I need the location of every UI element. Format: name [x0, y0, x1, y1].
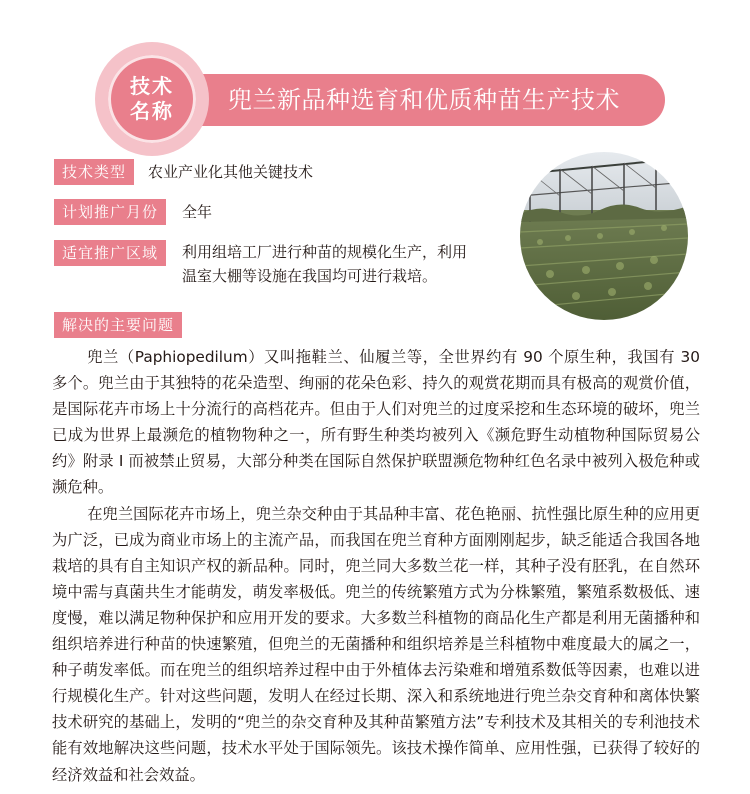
greenhouse-photo: [520, 152, 688, 320]
page-title: 兜兰新品种选育和优质种苗生产技术: [228, 86, 620, 114]
tech-type-label: 技术类型: [54, 159, 134, 185]
promotion-month-label: 计划推广月份: [54, 199, 166, 225]
badge-text-line1: 技术: [130, 74, 174, 98]
promotion-region-label: 适宜推广区域: [54, 240, 166, 266]
promotion-month-value: 全年: [182, 203, 213, 221]
problem-paragraph-1: 兜兰（Paphiopedilum）又叫拖鞋兰、仙履兰等，全世界约有 90 个原生种，我国有 30 多个。兜兰由于其独特的花朵造型、绚丽的花朵色彩、持久的观赏花期而具有极高的观赏价值，是国际花卉市场上十分流行的高档花卉。但由于人们对兜兰的过度采挖和生态环境的破坏，兜兰已成为世界上最濒危的植物物种之一，所有野生种类均被列入《濒危野生动植物种国际贸易公约》附录 I 而被禁止贸易，大部分种类在国际自然保护联盟濒危物种红色名录中被列入极危种或濒危种。: [52, 348, 700, 497]
promotion-region-value-line2: 温室大棚等设施在我国均可进行栽培。: [182, 267, 438, 285]
tech-type-value: 农业产业化其他关键技术: [148, 163, 314, 181]
promotion-region-value-line1: 利用组培工厂进行种苗的规模化生产，利用: [182, 243, 468, 261]
main-problem-body: [52, 344, 700, 788]
badge-text-line2: 名称: [130, 99, 174, 123]
main-problem-label: 解决的主要问题: [54, 312, 182, 338]
problem-paragraph-2: 在兜兰国际花卉市场上，兜兰杂交种由于其品种丰富、花色艳丽、抗性强比原生种的应用更为广泛，已成为商业市场上的主流产品，而我国在兜兰育种方面刚刚起步，缺乏能适合我国各地栽培的具有自主知识产权的新品种。同时，兜兰同大多数兰花一样，其种子没有胚乳，在自然环境中需与真菌共生才能萌发，萌发率极低。兜兰的传统繁殖方式为分株繁殖，繁殖系数极低、速度慢，难以满足物种保护和应用开发的要求。大多数兰科植物的商品化生产都是利用无菌播种和组织培养进行种苗的快速繁殖，但兜兰的无菌播种和组织培养是兰科植物中难度最大的属之一，种子萌发率低。而在兜兰的组织培养过程中由于外植体去污染难和增殖系数低等因素，也难以进行规模化生产。针对这些问题，发明人在经过长期、深入和系统地进行兜兰杂交育种和离体快繁技术研究的基础上，发明的“兜兰的杂交育种及其种苗繁殖方法”专利技术及其相关的专利池技术能有效地解决这些问题，技术水平处于国际领先。该技术操作简单、应用性强，已获得了较好的经济效益和社会效益。: [52, 504, 700, 784]
